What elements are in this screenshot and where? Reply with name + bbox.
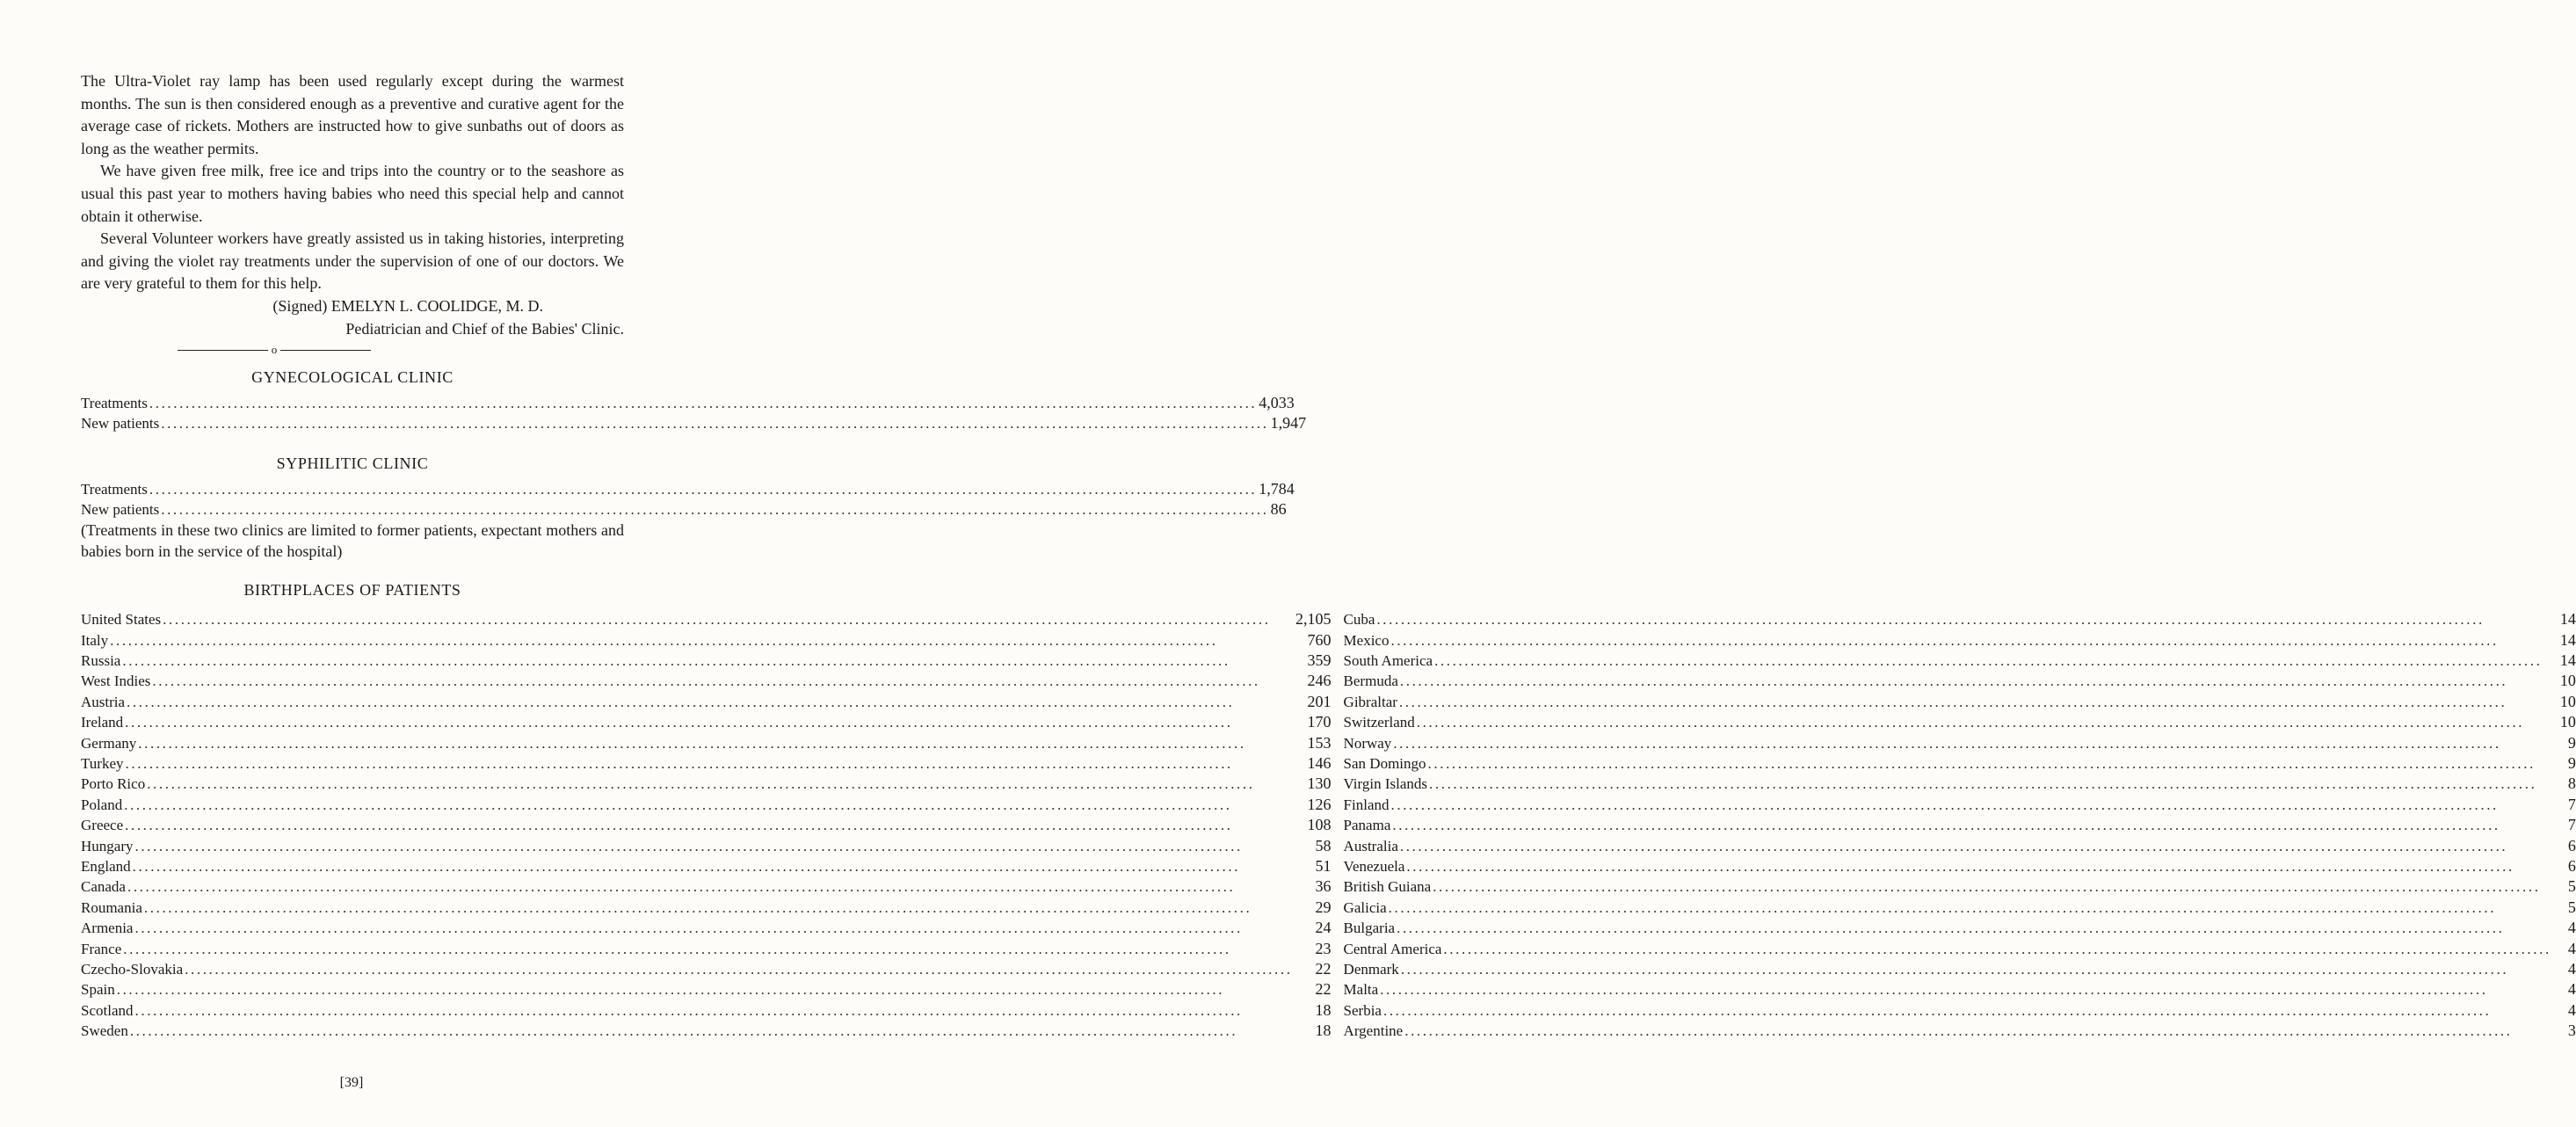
patient-count: 10 — [2559, 692, 2576, 710]
patient-count: 51 — [1315, 857, 1332, 875]
patient-count: 18 — [1315, 1022, 1332, 1040]
country-name: Czecho-Slovakia — [81, 961, 184, 978]
patient-count: 9 — [2567, 753, 2576, 772]
patient-count: 22 — [1315, 980, 1332, 999]
patient-count: 201 — [1307, 692, 1332, 710]
patient-count: 5 — [2567, 877, 2576, 896]
patient-count: 760 — [1307, 630, 1332, 649]
birthplace-row — [1344, 918, 2576, 938]
leader-dots — [1428, 754, 2551, 774]
country-name: Bulgaria — [1343, 920, 1396, 937]
birthplace-row — [1344, 876, 2576, 897]
paragraph-ultra-violet: The Ultra-Violet ray lamp has been used regularly except during the warmest months. The sun is then considered enough as a preventive and curative agent for the average case of rickets. Mothers are instructed how to give sunbaths out of doors as long as the weather permits. — [81, 72, 624, 157]
country-name: Finland — [1343, 796, 1390, 813]
leader-dots — [161, 500, 1268, 520]
patient-count: 6 — [2567, 836, 2576, 854]
birthplace-row — [1344, 692, 2576, 712]
birthplace-row — [1344, 753, 2576, 774]
patient-count: 126 — [1307, 795, 1332, 813]
leader-dots — [1434, 651, 2551, 671]
birthplace-row — [81, 939, 1332, 959]
patient-count: 5 — [2567, 898, 2576, 916]
syph-new-patients-row — [81, 499, 1287, 520]
leader-dots — [1433, 877, 2551, 897]
gynecological-clinic-heading: GYNECOLOGICAL CLINIC — [251, 368, 454, 387]
leader-dots — [149, 394, 1257, 413]
patient-count: 170 — [1307, 713, 1332, 731]
patient-count: 359 — [1307, 651, 1332, 669]
country-name: Denmark — [1343, 961, 1399, 978]
birthplace-row — [1344, 1000, 2576, 1021]
patient-count: 4 — [2567, 919, 2576, 937]
birthplace-row — [81, 753, 1332, 774]
row-value: 1,784 — [1259, 480, 1295, 498]
country-name: Scotland — [81, 1001, 134, 1019]
country-name: Germany — [81, 734, 137, 752]
country-name: Panama — [1343, 817, 1391, 834]
patient-count: 8 — [2567, 774, 2576, 793]
birthplace-row — [81, 609, 1332, 629]
leader-dots — [1389, 898, 2551, 918]
divider-ornament: o — [271, 343, 278, 357]
gyn-treatments-row — [81, 393, 1295, 413]
country-name: South America — [1343, 651, 1433, 669]
patient-count: 130 — [1307, 774, 1332, 793]
leader-dots — [149, 480, 1257, 499]
leader-dots — [110, 631, 1292, 651]
birthplaces-right-column — [1344, 609, 2576, 1042]
leader-dots — [122, 651, 1292, 671]
birthplace-row — [81, 979, 1332, 1000]
leader-dots — [147, 774, 1292, 794]
country-name: Galicia — [1343, 898, 1387, 916]
country-name: Gibraltar — [1343, 693, 1397, 710]
leader-dots — [1406, 857, 2551, 876]
patient-count: 2,105 — [1295, 610, 1332, 629]
leader-dots — [185, 960, 1292, 979]
leader-dots — [123, 940, 1292, 959]
leader-dots — [1383, 1001, 2551, 1021]
leader-dots — [1399, 693, 2551, 712]
birthplace-row — [81, 1000, 1332, 1021]
birthplace-row — [81, 651, 1332, 671]
birthplace-row — [1344, 651, 2576, 671]
birthplace-row — [81, 712, 1332, 732]
birthplace-row — [1344, 1021, 2576, 1041]
birthplace-row — [1344, 815, 2576, 835]
patient-count: 14 — [2559, 610, 2576, 629]
birthplace-row — [81, 898, 1332, 918]
country-name: France — [81, 940, 122, 957]
row-label: New patients — [81, 415, 160, 433]
birthplace-row — [1344, 733, 2576, 753]
patient-count: 14 — [2559, 630, 2576, 649]
patient-count: 36 — [1315, 877, 1332, 896]
patient-count: 29 — [1315, 898, 1332, 916]
leader-dots — [126, 754, 1293, 774]
patient-count: 4 — [2567, 1000, 2576, 1019]
row-value: 1,947 — [1270, 414, 1307, 433]
birthplace-row — [81, 959, 1332, 979]
leader-dots — [1401, 960, 2551, 979]
leader-dots — [127, 877, 1293, 897]
birthplace-row — [1344, 609, 2576, 629]
syphilitic-clinic-heading: SYPHILITIC CLINIC — [276, 454, 429, 473]
leader-dots — [1417, 713, 2551, 732]
patient-count: 22 — [1315, 960, 1332, 978]
patient-count: 4 — [2567, 960, 2576, 978]
country-name: Switzerland — [1343, 714, 1415, 731]
row-value: 4,033 — [1259, 394, 1295, 412]
country-name: United States — [81, 611, 162, 629]
leader-dots — [1443, 940, 2551, 959]
paragraph-volunteers: Several Volunteer workers have greatly assisted us in taking histories, interpreting and giving the violet ray treatments under the supervision of one of our doctors. We are very grateful to them for this help. — [81, 229, 624, 293]
leader-dots — [1400, 837, 2551, 856]
country-name: West Indies — [81, 673, 151, 690]
syph-treatments-row — [81, 479, 1295, 499]
country-name: Austria — [81, 693, 126, 710]
patient-count: 23 — [1315, 939, 1332, 957]
country-name: Sweden — [81, 1022, 128, 1040]
leader-dots — [127, 693, 1293, 712]
leader-dots — [1400, 672, 2551, 691]
divider-rule-left — [178, 350, 268, 351]
leader-dots — [135, 1001, 1293, 1021]
patient-count: 7 — [2567, 795, 2576, 813]
patient-count: 146 — [1307, 753, 1332, 772]
birthplace-row — [81, 918, 1332, 938]
country-name: Spain — [81, 981, 115, 999]
leader-dots — [138, 734, 1292, 753]
patient-count: 18 — [1315, 1000, 1332, 1019]
clinic-note: (Treatments in these two clinics are limited to former patients, expectant mothers and babies born in the service of the hospital) — [81, 521, 624, 561]
country-name: Cuba — [1343, 611, 1375, 629]
country-name: Porto Rico — [81, 775, 146, 793]
leader-dots — [1392, 816, 2551, 835]
birthplace-row — [81, 836, 1332, 856]
patient-count: 24 — [1315, 919, 1332, 937]
leader-dots — [144, 898, 1293, 918]
birthplace-row — [1344, 939, 2576, 959]
country-name: Canada — [81, 878, 126, 896]
divider-rule-right — [280, 350, 371, 351]
leader-dots — [117, 980, 1293, 1000]
gyn-new-patients-row — [81, 413, 1307, 433]
patient-count: 58 — [1315, 836, 1332, 854]
patient-count: 10 — [2559, 672, 2576, 690]
leader-dots — [1376, 610, 2551, 629]
patient-count: 14 — [2559, 651, 2576, 669]
birthplace-row — [81, 733, 1332, 753]
country-name: Venezuela — [1343, 858, 1405, 875]
patient-count: 10 — [2559, 713, 2576, 731]
birthplace-row — [1344, 959, 2576, 979]
leader-dots — [125, 713, 1292, 732]
country-name: Armenia — [81, 920, 134, 937]
page-number: [39] — [339, 1075, 364, 1090]
row-label: Treatments — [81, 481, 148, 498]
birthplace-row — [81, 876, 1332, 897]
leader-dots — [1390, 631, 2551, 651]
country-name: Ireland — [81, 714, 124, 731]
birthplace-row — [1344, 795, 2576, 815]
birthplace-row — [81, 671, 1332, 691]
birthplace-row — [1344, 836, 2576, 856]
patient-count: 9 — [2567, 733, 2576, 752]
leader-dots — [152, 672, 1292, 691]
birthplace-row — [1344, 712, 2576, 732]
birthplace-row — [1344, 774, 2576, 794]
country-name: Serbia — [1343, 1001, 1382, 1019]
country-name: Hungary — [81, 837, 134, 854]
leader-dots — [1429, 774, 2551, 794]
leader-dots — [1380, 980, 2551, 1000]
row-value: 86 — [1270, 500, 1287, 519]
patient-count: 7 — [2567, 816, 2576, 834]
patient-count: 108 — [1307, 816, 1332, 834]
country-name: Norway — [1343, 734, 1392, 752]
birthplace-row — [81, 1021, 1332, 1041]
country-name: British Guiana — [1343, 878, 1432, 896]
country-name: Mexico — [1343, 631, 1390, 649]
leader-dots — [1404, 1022, 2551, 1041]
syphilitic-stats — [81, 479, 1295, 520]
leader-dots — [124, 796, 1292, 815]
birthplace-row — [1344, 630, 2576, 651]
leader-dots — [133, 857, 1293, 876]
country-name: Poland — [81, 796, 123, 813]
country-name: Russia — [81, 651, 121, 669]
birthplace-row — [81, 774, 1332, 794]
country-name: England — [81, 858, 131, 875]
birthplace-row — [81, 815, 1332, 835]
patient-count: 6 — [2567, 857, 2576, 875]
leader-dots — [1393, 734, 2551, 753]
patient-count: 153 — [1307, 733, 1332, 752]
country-name: Argentine — [1343, 1022, 1404, 1040]
patient-count: 3 — [2567, 1022, 2576, 1040]
signature-line: (Signed) EMELYN L. COOLIDGE, M. D. — [272, 296, 543, 315]
birthplaces-table — [81, 609, 2576, 1042]
patient-count: 246 — [1307, 672, 1332, 690]
signature-title: Pediatrician and Chief of the Babies' Clinic. — [345, 319, 624, 338]
birthplace-row — [1344, 856, 2576, 876]
country-name: Malta — [1343, 981, 1379, 999]
birthplace-row — [81, 795, 1332, 815]
birthplace-row — [1344, 671, 2576, 691]
country-name: Greece — [81, 817, 124, 834]
birthplace-row — [81, 630, 1332, 651]
leader-dots — [1391, 796, 2551, 815]
birthplaces-left-column — [81, 609, 1332, 1042]
birthplaces-heading: BIRTHPLACES OF PATIENTS — [243, 581, 461, 600]
birthplace-row — [1344, 898, 2576, 918]
birthplace-row — [1344, 979, 2576, 1000]
gynecological-stats — [81, 393, 1307, 433]
country-name: Bermuda — [1343, 673, 1398, 690]
section-divider — [178, 340, 371, 360]
birthplace-row — [81, 856, 1332, 876]
patient-count: 4 — [2567, 939, 2576, 957]
leader-dots — [125, 816, 1292, 835]
birthplace-row — [81, 692, 1332, 712]
country-name: Virgin Islands — [1343, 775, 1428, 793]
patient-count: 4 — [2567, 980, 2576, 999]
leader-dots — [163, 610, 1292, 629]
country-name: Roumania — [81, 898, 142, 916]
row-label: Treatments — [81, 395, 148, 412]
leader-dots — [134, 919, 1292, 938]
leader-dots — [1397, 919, 2551, 938]
row-label: New patients — [81, 501, 160, 519]
country-name: Turkey — [81, 754, 124, 772]
leader-dots — [134, 837, 1292, 856]
country-name: Central America — [1343, 940, 1442, 957]
paragraph-free-milk: We have given free milk, free ice and trips into the country or to the seashore as usual this past year to mothers having babies who need this special help and cannot obtain it otherwise. — [81, 162, 624, 225]
leader-dots — [130, 1022, 1293, 1041]
leader-dots — [161, 414, 1268, 433]
country-name: Italy — [81, 631, 109, 649]
country-name: San Domingo — [1343, 754, 1426, 772]
country-name: Australia — [1343, 837, 1398, 854]
